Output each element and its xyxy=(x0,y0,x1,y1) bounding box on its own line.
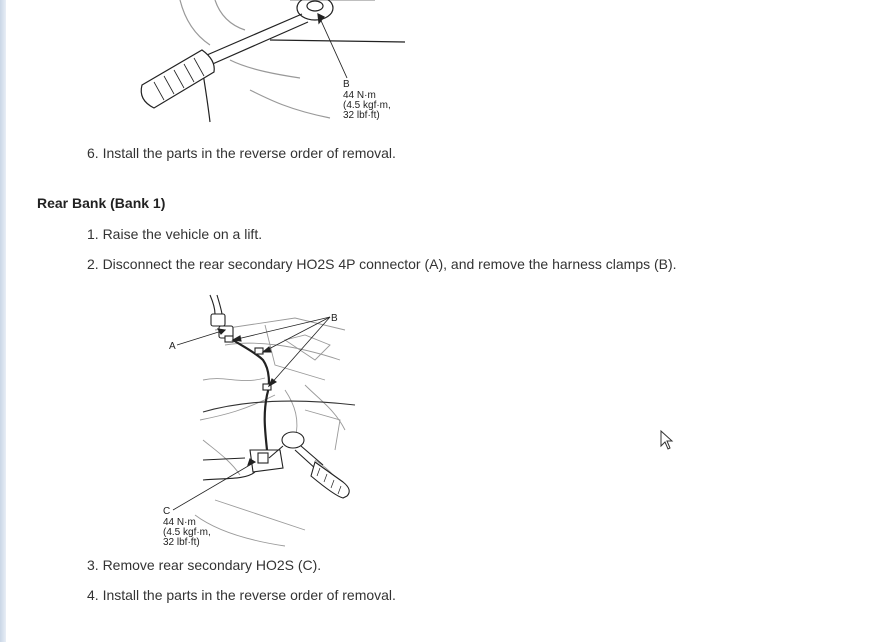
figure-rear-torque-line1: 44 N·m xyxy=(163,517,196,528)
figure-top-torque-line3: 32 lbf·ft) xyxy=(343,110,380,121)
figure-rear-label-c: C xyxy=(163,506,171,517)
figure-rear-label-a: A xyxy=(169,341,176,352)
figure-top-label-b: B xyxy=(343,79,350,90)
figure-top-torque-line2: (4.5 kgf·m, xyxy=(343,100,391,111)
step-rear-4: 4. Install the parts in the reverse order of removal. xyxy=(87,587,396,603)
step-front-6: 6. Install the parts in the reverse order of removal. xyxy=(87,145,396,161)
step-rear-3: 3. Remove rear secondary HO2S (C). xyxy=(87,557,322,573)
left-edge-bar xyxy=(0,0,6,642)
mouse-pointer-icon xyxy=(660,430,674,450)
figure-top-illustration xyxy=(130,0,420,125)
figure-rear-illustration xyxy=(155,290,365,550)
step-rear-1: 1. Raise the vehicle on a lift. xyxy=(87,226,263,242)
figure-rear-torque-line3: 32 lbf·ft) xyxy=(163,537,200,548)
figure-top-torque-line1: 44 N·m xyxy=(343,90,376,101)
figure-rear-label-b: B xyxy=(331,313,338,324)
section-heading-rear-bank: Rear Bank (Bank 1) xyxy=(37,195,166,211)
figure-rear-torque-line2: (4.5 kgf·m, xyxy=(163,527,211,538)
step-rear-2: 2. Disconnect the rear secondary HO2S 4P connector (A), and remove the harness clamps (B). xyxy=(87,256,677,272)
